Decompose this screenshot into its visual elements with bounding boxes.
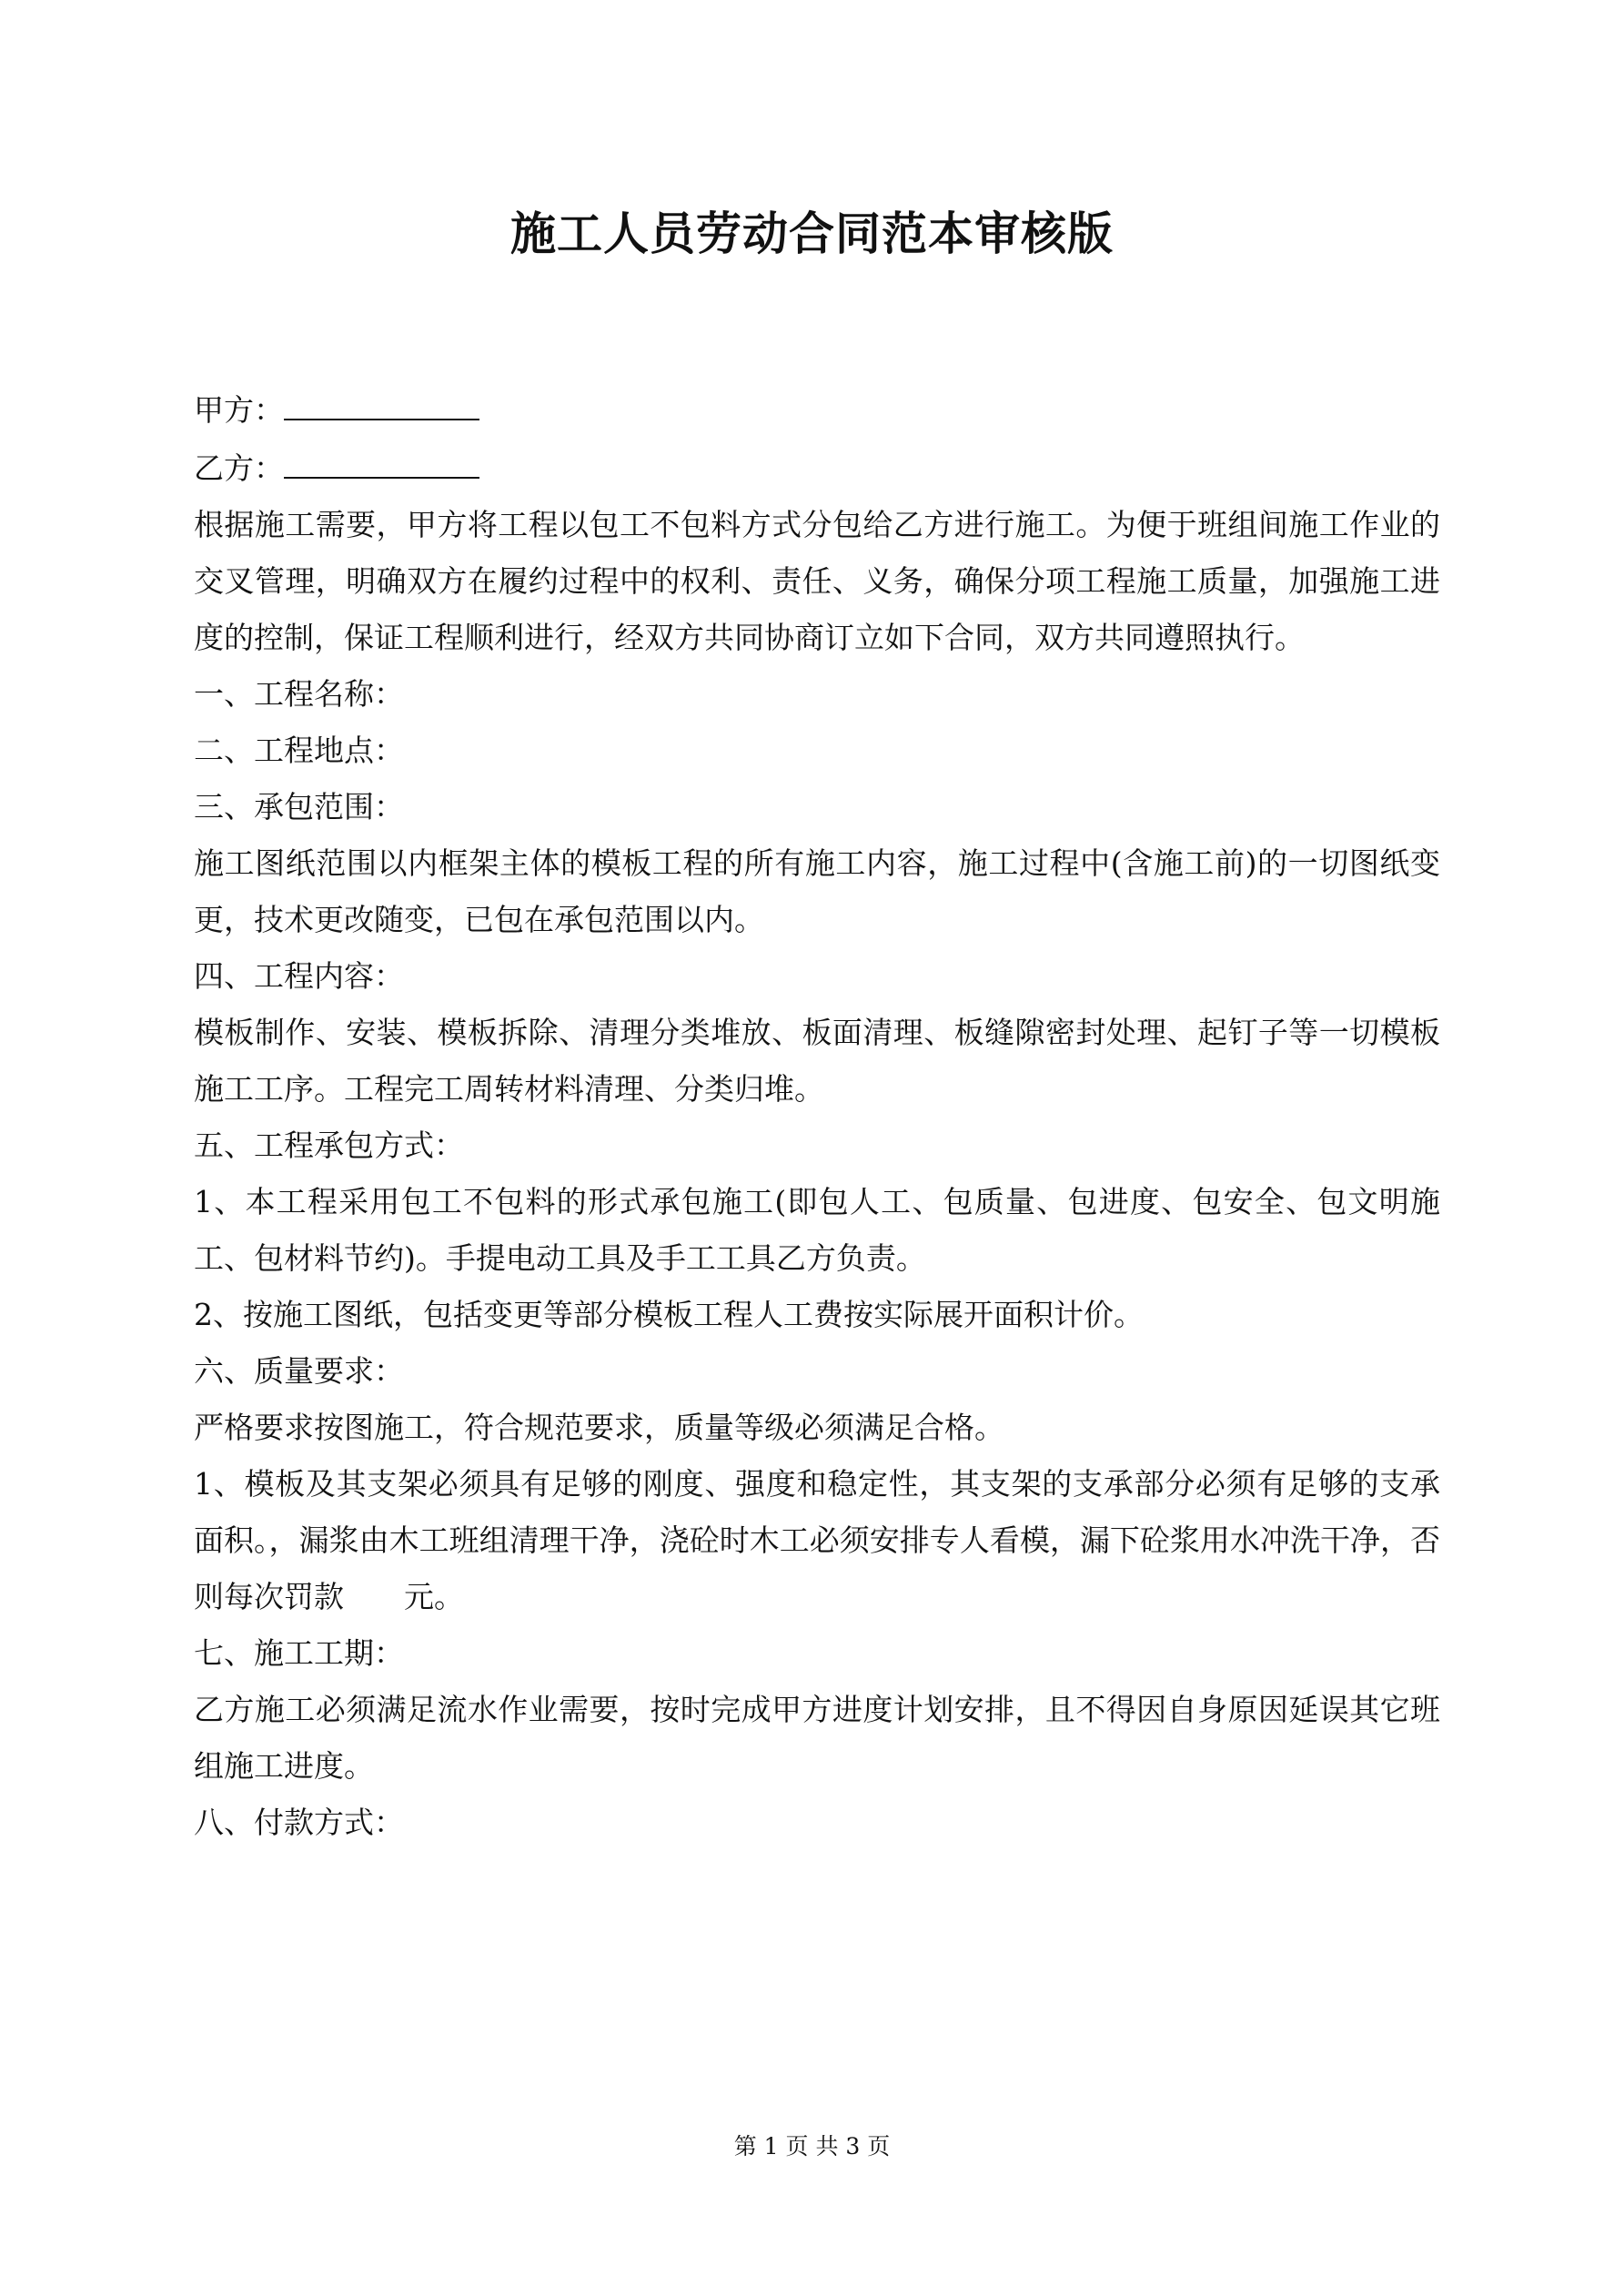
preamble-paragraph: 根据施工需要，甲方将工程以包工不包料方式分包给乙方进行施工。为便于班组间施工作业的交叉管理，明确双方在履约过程中的权利、责任、义务，确保分项工程施工质量，加强施工进度的控制，保证工程顺利进行，经双方共同协商订立如下合同，双方共同遵照执行。 (194, 507, 1440, 655)
section-heading-content: 四、工程内容： (194, 958, 404, 994)
section-heading-schedule: 七、施工工期： (194, 1635, 404, 1671)
section-heading-contract-mode: 五、工程承包方式： (194, 1128, 464, 1163)
scope-paragraph: 施工图纸范围以内框架主体的模板工程的所有施工内容，施工过程中(含施工前)的一切图纸变更，技术更改随变，已包在承包范围以内。 (194, 845, 1440, 937)
page-footer: 第 1 页 共 3 页 (733, 2133, 891, 2159)
party-b-line (194, 439, 1440, 497)
contract-mode-item-2: 2、按施工图纸，包括变更等部分模板工程人工费按实际展开面积计价。 (194, 1297, 1144, 1332)
document-body (194, 380, 1440, 1851)
quality-paragraph: 严格要求按图施工，符合规范要求，质量等级必须满足合格。 (194, 1410, 1004, 1445)
document-title: 施工人员劳动合同范本审核版 (510, 207, 1114, 260)
section-heading-project-location: 二、工程地点： (194, 733, 404, 768)
section-heading-scope: 三、承包范围： (194, 789, 404, 824)
party-a-line (194, 380, 1440, 439)
content-paragraph: 模板制作、安装、模板拆除、清理分类堆放、板面清理、板缝隙密封处理、起钉子等一切模板施工工序。工程完工周转材料清理、分类归堆。 (194, 1015, 1440, 1107)
section-heading-project-name: 一、工程名称： (194, 676, 404, 712)
quality-item-1: 1、模板及其支架必须具有足够的刚度、强度和稳定性，其支架的支承部分必须有足够的支承面积。，漏浆由木工班组清理干净，浇砼时木工必须安排专人看模，漏下砼浆用水冲洗干净，否则每次罚款 元。 (194, 1466, 1440, 1614)
party-b-blank (284, 439, 479, 479)
party-a-label: 甲方： (194, 392, 284, 428)
section-heading-quality: 六、质量要求： (194, 1353, 404, 1389)
party-b-label: 乙方： (194, 450, 284, 486)
contract-mode-item-1: 1、本工程采用包工不包料的形式承包施工(即包人工、包质量、包进度、包安全、包文明施工、包材料节约)。手提电动工具及手工工具乙方负责。 (194, 1184, 1440, 1276)
schedule-paragraph: 乙方施工必须满足流水作业需要，按时完成甲方进度计划安排，且不得因自身原因延误其它班组施工进度。 (194, 1692, 1440, 1784)
section-heading-payment: 八、付款方式： (194, 1805, 404, 1840)
party-a-blank (284, 380, 479, 420)
